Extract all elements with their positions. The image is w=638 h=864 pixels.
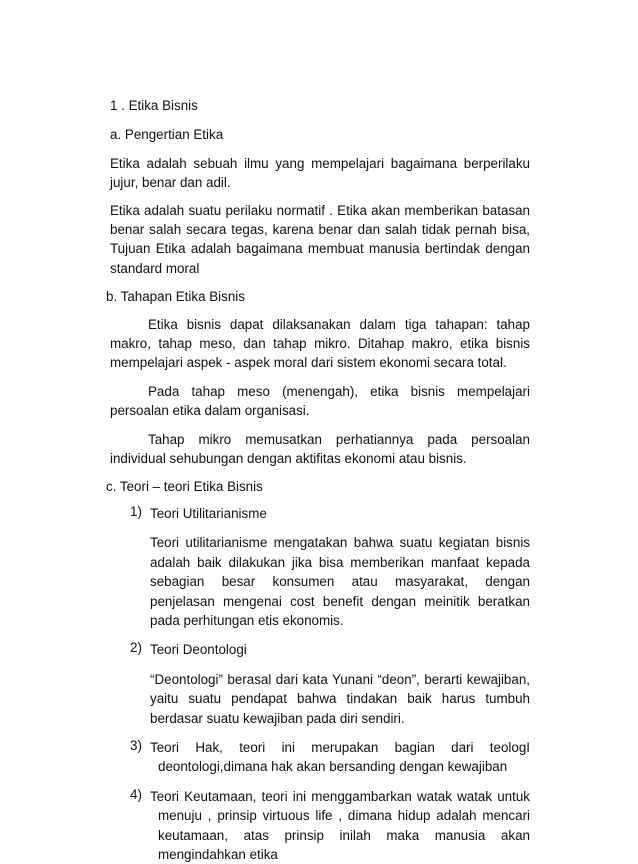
paragraph-definition-1: Etika adalah sebuah ilmu yang mempelajari bagaimana berperilaku jujur, benar dan adil. [110,155,530,191]
list-item [110,640,530,728]
list-item-body: “Deontologi” berasal dari kata Yunani “deon”, berarti kewajiban, yaitu suatu pendapat bahwa tindakan baik harus tumbuh berdasar suatu kewajiban pada diri sendiri. [150,671,530,726]
paragraph-stages-2: Pada tahap meso (menengah), etika bisnis mempelajari persoalan etika dalam organisasi. [110,383,530,419]
list-item-number: 4) [130,786,142,802]
document-page [106,96,530,864]
list-item-title: Teori Utilitarianisme [150,505,267,521]
paragraph-definition-2: Etika adalah suatu perilaku normatif . Etika akan memberikan batasan benar salah secara tegas, karena benar dan salah tidak pernah bisa, Tujuan Etika adalah bagaimana membuat manusia bertindak dengan standard moral [110,202,530,276]
list-item [110,504,530,630]
paragraph-stages-3: Tahap mikro memusatkan perhatiannya pada persoalan individual sehubungan dengan aktifitas ekonomi atau bisnis. [110,431,530,467]
list-item-body: Teori Hak, teori ini merupakan bagian dari teologI deontologi,dimana hak akan bersanding dengan kewajiban [150,739,530,775]
list-item-body: Teori utilitarianisme mengatakan bahwa suatu kegiatan bisnis adalah baik dilakukan jika bisa memberikan manfaat kepada sebagian besar konsumen atau masyarakat, dengan penjelasan mengenai cost benefit dengan meinitik beratkan pada perhitungan etis ekonomis. [150,535,530,628]
list-item-number: 2) [130,640,142,656]
list-item-body: Teori Keutamaan, teori ini menggambarkan watak watak untuk menuju , prinsip virtuous life , dimana hidup adalah mencari keutamaan, atas prinsip inilah maka manusia akan mengindahkan etika [150,788,530,862]
paragraph-stages-1: Etika bisnis dapat dilaksanakan dalam tiga tahapan: tahap makro, tahap meso, dan tahap mikro. Ditahap makro, etika bisnis mempelajari aspek - aspek moral dari sistem ekonomi secara total. [110,316,530,371]
list-item [110,787,530,864]
list-item-number: 1) [130,503,142,519]
subsection-heading-c: c. Teori – teori Etika Bisnis [106,478,263,494]
subsection-heading-b: b. Tahapan Etika Bisnis [106,289,245,305]
list-item [110,738,530,777]
list-item-number: 3) [130,737,142,753]
section-heading: 1 . Etika Bisnis [110,98,198,113]
list-item-title: Teori Deontologi [150,642,247,658]
subsection-heading-a: a. Pengertian Etika [110,127,224,143]
theory-list [110,504,530,864]
